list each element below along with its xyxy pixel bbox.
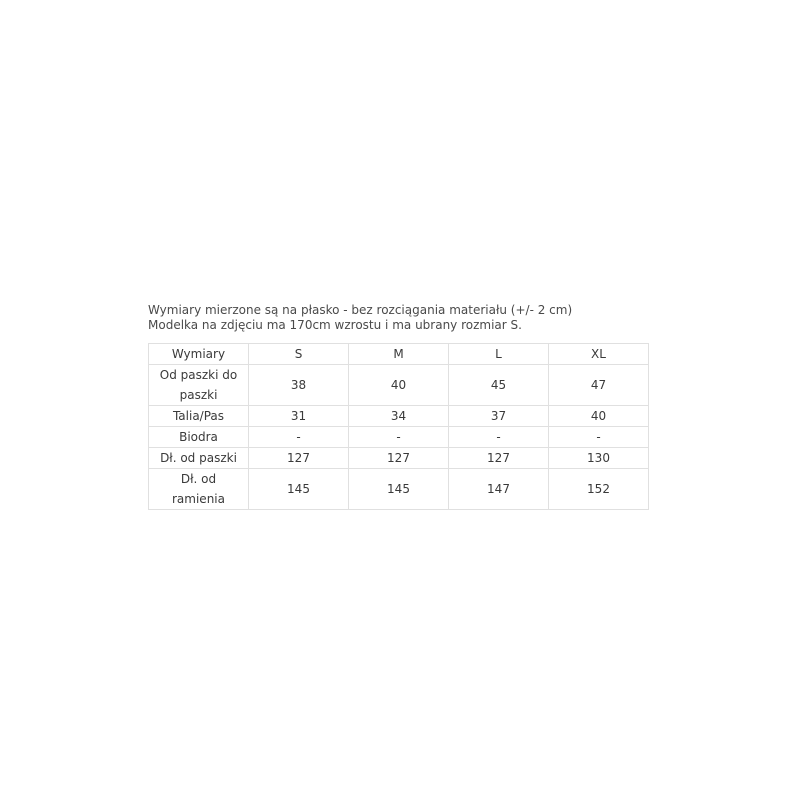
header-cell-m: M [349, 344, 449, 365]
table-cell: 37 [449, 406, 549, 427]
row-label: Od paszki do paszki [149, 365, 249, 406]
row-label: Biodra [149, 427, 249, 448]
row-label: Talia/Pas [149, 406, 249, 427]
measurement-note [148, 303, 668, 333]
table-row [149, 469, 649, 510]
table-cell: - [349, 427, 449, 448]
table-header-row [149, 344, 649, 365]
row-label: Dł. od ramienia [149, 469, 249, 510]
table-row [149, 365, 649, 406]
header-cell-s: S [249, 344, 349, 365]
table-cell: 34 [349, 406, 449, 427]
table-cell: 152 [549, 469, 649, 510]
table-row [149, 427, 649, 448]
note-line-1: Wymiary mierzone są na płasko - bez rozciągania materiału (+/- 2 cm) [148, 303, 573, 317]
table-cell: 145 [349, 469, 449, 510]
table-cell: - [549, 427, 649, 448]
table-cell: 38 [249, 365, 349, 406]
table-cell: 45 [449, 365, 549, 406]
table-cell: 40 [349, 365, 449, 406]
header-cell-l: L [449, 344, 549, 365]
table-cell: 145 [249, 469, 349, 510]
table-cell: 130 [549, 448, 649, 469]
note-line-2: Modelka na zdjęciu ma 170cm wzrostu i ma ubrany rozmiar S. [148, 318, 522, 332]
table-cell: - [249, 427, 349, 448]
table-cell: 147 [449, 469, 549, 510]
table-cell: 127 [349, 448, 449, 469]
size-table [148, 343, 649, 510]
table-cell: 47 [549, 365, 649, 406]
table-cell: 40 [549, 406, 649, 427]
header-cell-measure: Wymiary [149, 344, 249, 365]
table-cell: 127 [449, 448, 549, 469]
row-label: Dł. od paszki [149, 448, 249, 469]
table-cell: 127 [249, 448, 349, 469]
header-cell-xl: XL [549, 344, 649, 365]
table-row [149, 406, 649, 427]
table-cell: 31 [249, 406, 349, 427]
table-row [149, 448, 649, 469]
table-cell: - [449, 427, 549, 448]
